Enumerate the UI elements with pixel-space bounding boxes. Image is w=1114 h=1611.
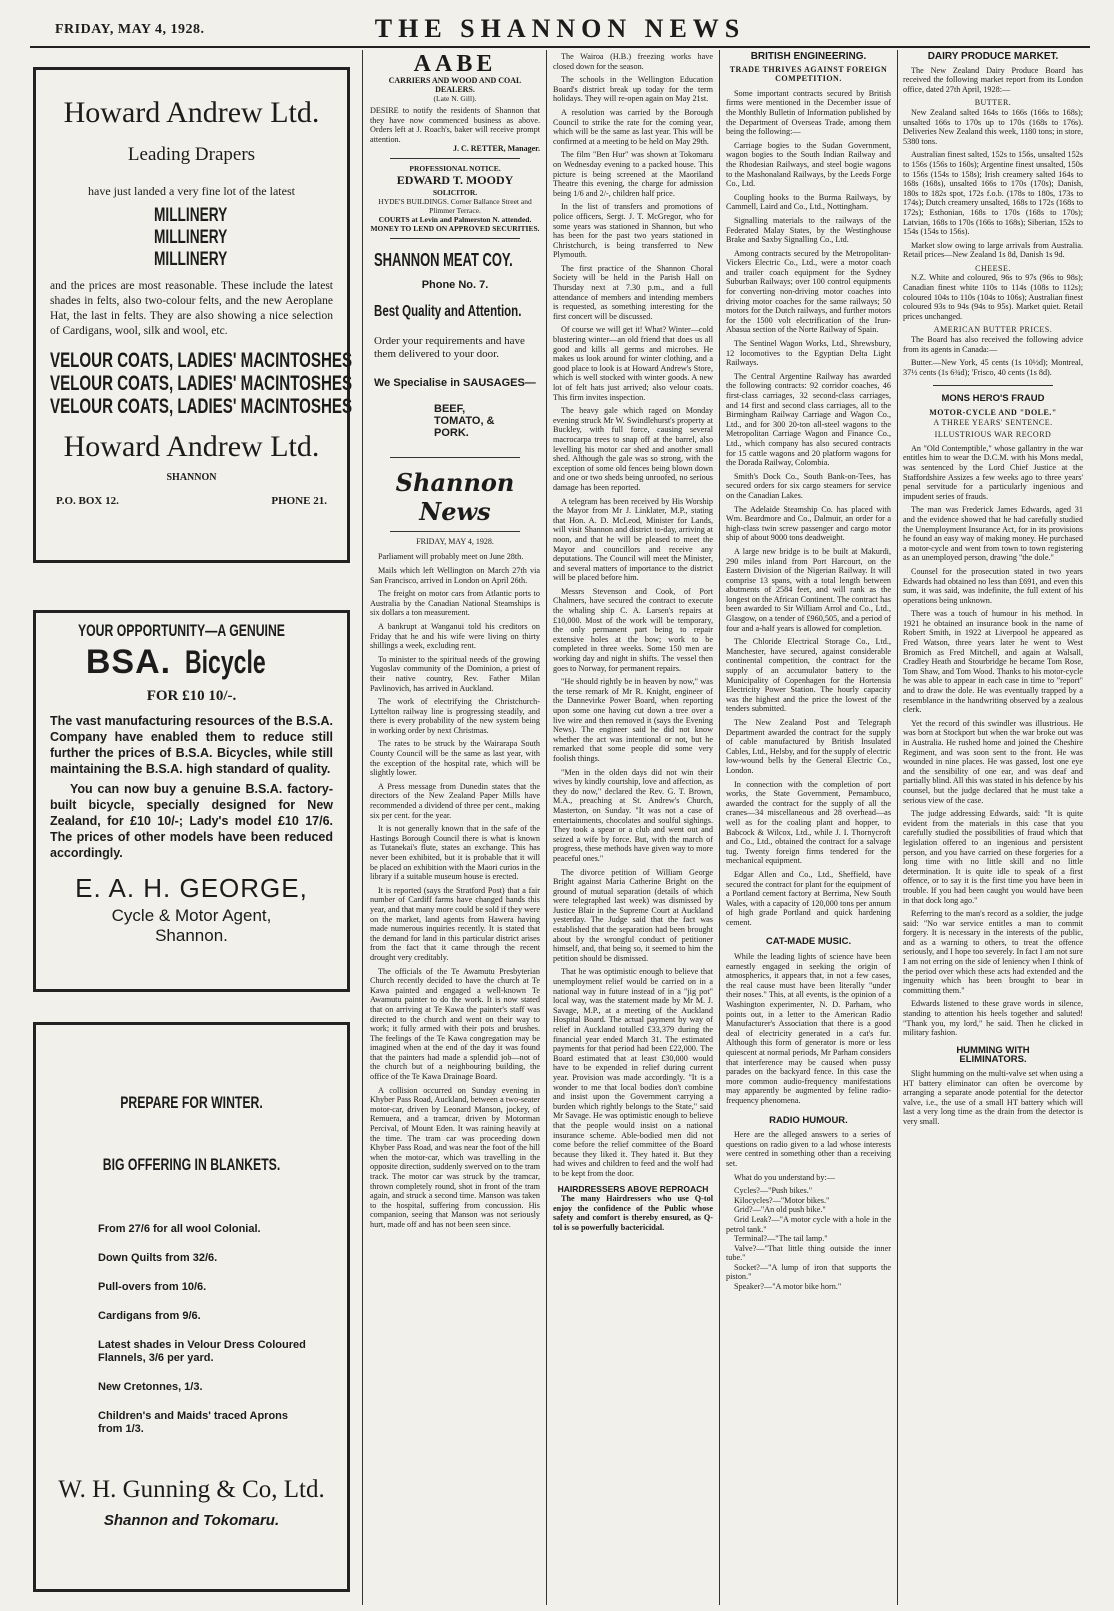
nameplate: Shannon News (395, 468, 515, 527)
news-item: Australian finest salted, 152s to 156s, unsalted 152s to 156s (156s to 160s); Argentine finest unsalted, 150s to 156s (154s to 158s); Irish creamery salted 164s to 168s (168s), unsalted 166s to 170s (170s); Danish, 180s to 182s spot, 172s f.o.b. (178s to 180s, 173s to 174s); Dutch creamery unsalted, 168s to 172s (168s to 172s); Esthonian, 168s to 170s (168s to 170s); Latvian, 168s to 170s (166s to 168s); Siberian, 152s to 154s (154s to 156s). (903, 150, 1083, 237)
engineering-subhead: TRADE THRIVES AGAINST FOREIGN COMPETITION. (729, 64, 888, 84)
cretonne-item: New Cretonnes, 1/3. (98, 1381, 203, 1393)
ad-gunning-towns: Shannon and Tokomaru. (103, 1512, 280, 1529)
column-2-news (370, 552, 540, 1233)
fraud-subhead-2: A THREE YEARS' SENTENCE. (933, 417, 1053, 427)
column-3 (553, 52, 713, 1607)
radio-line: Terminal?—"The tail lamp." (734, 1234, 828, 1244)
news-item: The first practice of the Shannon Choral Society will be held in the Parish Hall on Thursday next at 7.30 p.m., and a full attendance of members and intending members is requested, as something interesting for the first concert will be discussed. (553, 263, 713, 321)
news-item: Counsel for the prosecution stated in two years Edwards had obtained no less than £691, and even this sum, it was said, was indefinite, the full extent of his operations being unknown. (903, 566, 1083, 605)
hairdressers-head: HAIRDRESSERS ABOVE REPROACH (557, 1183, 709, 1194)
coats-line: VELOUR COATS, LADIES' MACINTOSHES (50, 372, 353, 395)
news-item: The film "Ben Hur" was shown at Tokomaru on Wednesday evening to a packed house. This picture is being screened at the Maoriland Theatre this evening, the charge for admission being 1/6 and 2/-, children half price. (553, 150, 713, 198)
fraud-head: MONS HERO'S FRAUD (941, 393, 1045, 405)
news-item: In connection with the completion of port works, the State Government, Pernambuco, awarded the contract for the supply of all the cranes—34 miscellaneous and 28 overhead—as well as for the coaling plant and hopper, to Babcock & Wilcox, Ltd., while J. I. Thornycroft and Co., Ltd., obtained the contract for a salvage tug. Twenty foreign firms tendered for the mechanical equipment. (726, 779, 891, 866)
radio-line: Cycles?—"Push bikes." (734, 1186, 813, 1196)
radio-line: Grid?—"An old push bike." (734, 1205, 826, 1215)
ad-howard-coats (50, 349, 353, 418)
divider (390, 158, 520, 159)
moody-name: EDWARD T. MOODY (396, 173, 514, 188)
news-item: Market slow owing to large arrivals from Australia. Retail prices—New Zealand 1s 8d, Danish 1s 9d. (903, 240, 1083, 260)
news-item: Edwards listened to these grave words in silence, standing to attention his heels together and saluted! "Thank you, my lord," he said. Then he clicked in military fashion. (903, 999, 1083, 1038)
column-2 (370, 52, 540, 1607)
news-item: While the leading lights of science have been earnestly engaged in seeking the origin of atmospherics, it appears that, in not a few cases, the real cause must have been literally "under their noses." This, at all events, is the opinion of a Washington experimenter, N. D. Parham, who points out, in a letter to the American Radio Manufacturer's Association that there is a good deal of electricity generated in a cat's fur. Although this form of generator is more or less quiescent at normal periods, Mr Parham considers that interference may be caused when pussy parades on the backyard fence. In this case the more common audio-frequency manifestations may apparently be augmented by feline radio-frequency phenomena. (726, 952, 891, 1105)
divider (933, 385, 1053, 386)
ad-bsa-title (50, 643, 333, 682)
radio-line: Speaker?—"A motor bike horn." (734, 1282, 842, 1292)
news-item: A large new bridge is to be built at Makurdi, 290 miles inland from Port Harcourt, on the Eastern Division of the Nigerian Railway. It will comprise 13 spans, with a total length between abutments of 2584 feet, and will rank as the longest on the African Continent. The contract has been awarded to Sir William Arrol and Co., Ltd., Glasgow, on a tender of £960,505, and a period of four and a-half years is allowed for completion. (726, 546, 891, 633)
news-item: Yet the record of this swindler was illustrious. He was born at Stockport but when the war broke out was in Australia. He rushed home and joined the Cheshire Regiment, and was soon sent to the front. He was wounded in nine places. He was gassed, lost one eye and the sensibility of one ear, and was deaf and partially blind. All this was stated in his defence by his counsel, but the judge declared that he must take a serious view of the case. (903, 718, 1083, 805)
news-item: The schools in the Wellington Education Board's district break up today for the term holidays. They will re-open again on May 21st. (553, 75, 713, 104)
news-item: The New Zealand Post and Telegraph Department awarded the contract for the supply of cable manufactured by British Insulated Cables, Ltd., Helsby, and for the supply of electric low-wound bells by the General Electric Co., London. (726, 718, 891, 775)
ad-bsa-brand: BSA. (85, 643, 172, 681)
fraud-subhead-1: MOTOR-CYCLE AND "DOLE." (929, 408, 1057, 417)
news-item: An "Old Contemptible," whose gallantry in the war entitles him to wear the D.C.M. with his Mons medal, was sentenced by the Lord Chief Justice at the Staffordshire Assizes a few weeks ago to three years' penal servitude for a particularly ingenious and impudent series of frauds. (903, 443, 1083, 501)
moody-courts: COURTS at Levin and Palmerston N. attended. (378, 215, 532, 225)
news-item: What do you understand by:— (734, 1172, 835, 1182)
moody-notice: PROFESSIONAL NOTICE. (409, 164, 501, 174)
radio-humour-head: RADIO HUMOUR. (769, 1114, 848, 1126)
news-item: That he was optimistic enough to believe that unemployment relief would be carried on in a national way in future instead of in a "jig pot" local way, was the statement made by Mr M. J. Savage, M.P., at a meeting of the Auckland Hospital Board. The actual payment by way of relief in Auckland totalled £33,379 during the financial year ended March 31. The estimated payments for that period had been £22,000. The Board estimated that at least £30,000 would have to be expended in relief during current year. Provision was made accordingly. "It is a wonder to me that local bodies don't combine and insist upon the Government carrying a burden which rightly belongs to the State," said Mr Savage. He was optimistic enough to believe that the people would insist on a national insurance scheme. Able-bodied men did not come before the relief committee of the Board because they liked it. They hated it. But they had wives and children to feed and the wolf had to be kept from the door. (553, 967, 713, 1178)
news-item: The Central Argentine Railway has awarded the following contracts: 92 corridor coaches, 46 first-class carriages, 32 second-class carriages, and 14 first and second class carriages, all to the Birmingham Railway Carriage and Wagon Co., Ltd., and for 300 20-ton all-steel wagons to the Metropolitan Carriage Wagon and Finance Co., Ltd., which company has also secured contracts for 15 cattle wagons and 20 platform wagons for the Dorada Railway, Colombia. (726, 371, 891, 468)
ad-aabe (370, 52, 540, 153)
news-item: The Wairoa (H.B.) freezing works have closed down for the season. (553, 52, 713, 71)
ad-howard-contact (50, 495, 333, 507)
news-item: The Adelaide Steamship Co. has placed with Wm. Beardmore and Co., Dalmuir, an order for a high-class twin screw passenger and cargo motor ship of about 9000 tons deadweight. (726, 504, 891, 543)
news-item: The work of electrifying the Christchurch-Lyttelton railway line is progressing steadily, and there is every probability of the new system being in working order by next Christmas. (370, 697, 540, 735)
aabe-late: (Late N. Gill). (433, 94, 477, 103)
news-item: Of course we will get it! What? Winter—cold blustering winter—an old friend that does us all good and kills all germs and microbes. He makes us look around for winter clothing, and a good place to look is at Howard Andrew's Store, which is well stocked with winter goods. A new lot of felt hats just arrived; also velour coats. This firm invites inspection. (553, 325, 713, 402)
ad-howard-millinery (154, 205, 333, 271)
news-item: In the list of transfers and promotions of police officers, Sergt. J. T. McGregor, who for some years was stationed in Shannon, but who has been for the past two years stationed in Christchurch, is being transferred to New Plymouth. (553, 202, 713, 260)
news-item: A resolution was carried by the Borough Council to strike the rate for the coming year, which will be the same as last year. This will be confirmed at a meeting to be held on May 29th. (553, 107, 713, 146)
ad-howard-name: Howard Andrew Ltd. (63, 96, 320, 129)
millinery-line: MILLINERY (154, 205, 228, 226)
news-item: Mails which left Wellington on March 27th via San Francisco, arrived in London on April 26th. (370, 565, 540, 585)
ad-gunning-list (98, 1223, 315, 1436)
news-item: New Zealand salted 164s to 166s (166s to 168s); unsalted 166s to 170s up to 170s (168s to 176s). Deliveries New Zealand this week, 1180 tons; in store, 5380 tons. (903, 107, 1083, 146)
column-rule (719, 50, 720, 1605)
quilt-item: Down Quilts from 32/6. (98, 1252, 218, 1264)
coats-line: VELOUR COATS, LADIES' MACINTOSHES (50, 395, 353, 418)
news-item: The divorce petition of William George Bright against Maria Catherine Bright on the ground of mutual separation (details of which were telegraphed last week) was dismissed by Justice Blair in the Supreme Court at Auckland yesterday. The Judge said that the fact was established that the separation had been brought about by the wrongful conduct of petitioner himself, and, that being so, it seemed to him the petition should be dismissed. (553, 867, 713, 963)
radio-line: Grid Leak?—"A motor cycle with a hole in the petrol tank." (726, 1214, 891, 1234)
news-item: The heavy gale which raged on Monday evening struck Mr W. Swindlehurst's property at Buckley, with full force, causing several macrocarpa trees to snap off at the barrel, also levelling his motor car shed and another small shed. Although the gale was so strong, with the exception of some old fences being blown down and one or two sheds being unroofed, no serious damage has been reported. (553, 406, 713, 492)
ad-bsa-dealer: E. A. H. GEORGE, (75, 873, 308, 903)
ad-bsa-body2: You can now buy a genuine B.S.A. factory-built bicycle, specially designed for New Zealand, for £10 10/-; Lady's model £10 17/6. The prices of other models have been reduced accordingly. (50, 782, 333, 860)
news-item: "He should rightly be in heaven by now," was the terse remark of Mr R. Knight, engineer of the Dannevirke Power Board, when reporting upon some one having cut down a tree over a live wire and then removed it (says the Evening News). The engineer said he did not know whether the act was intentional or not, but he remarked that some people did some very foolish things. (553, 677, 713, 763)
column-rule (897, 50, 898, 1605)
dairy-subhead: AMERICAN BUTTER PRICES. (933, 325, 1053, 335)
millinery-line: MILLINERY (154, 249, 228, 270)
meat-special: We Specialise in SAUSAGES— (374, 377, 536, 390)
millinery-line: MILLINERY (154, 227, 228, 248)
news-item: Butter.—New York, 45 cents (1s 10½d); Montreal, 37½ cents (1s 6¾d); 'Frisco, 40 cents (1s 8d). (903, 358, 1083, 377)
hairdressers-ad: The many Hairdressers who use Q-tol enjoy the confidence of the Public whose safety and comfort is thereby ensured, as Q-tol is so powerfully bactericidal. (553, 1194, 713, 1232)
ad-howard-name-2: Howard Andrew Ltd. (63, 430, 320, 463)
news-item: Carriage bogies to the Sudan Government, wagon bogies to the South Indian Railway and the Rhodesian Railways, and steel bogie wagons to the Mashonaland Railways, by the Leeds Forge Co., Ltd. (726, 140, 891, 189)
dairy-subhead: CHEESE. (975, 263, 1011, 273)
news-item: The Chloride Electrical Storage Co., Ltd., Manchester, have secured, against considerable continental competition, the contract for the supply of an accumulator battery to the Municipality of Copenhagen for the Hortensia Electricity Power Station. The hourly capacity was the highest and the price the lowest of the tenders submitted. (726, 637, 891, 714)
masthead-date: FRIDAY, MAY 4, 1928. (55, 22, 205, 37)
moody-money: MONEY TO LEND ON APPROVED SECURITIES. (370, 224, 540, 234)
ad-bsa-body1: The vast manufacturing resources of the B.S.A. Company have enabled them to reduce still further the prices of B.S.A. Bicycles, while still maintaining the B.S.A. high standard of quality. (50, 714, 333, 776)
ad-gunning-title: PREPARE FOR WINTER. (120, 1093, 263, 1112)
news-item: The judge addressing Edwards, said: "It is quite evident from the materials in this case that you carefully studied the possibilities of fraud which that legislation offered to an ingenious and persistent person, and you have carried on these forgeries for a long time with no little skill and no little determination. It is quite idle to speak of a first offence, or to say it is the first time you have been in trouble. If you had been caught you would have been in that dock long ago." (903, 809, 1083, 905)
news-item: The New Zealand Dairy Produce Board has received the following market report from its London office, dated 27th April, 1928:— (903, 65, 1083, 94)
news-item: The Sentinel Wagon Works, Ltd., Shrewsbury, 12 locomotives to the Egyptian Delta Light Railways. (726, 339, 891, 368)
meat-body: Order your requirements and have them delivered to your door. (374, 335, 525, 361)
ad-howard-body: and the prices are most reasonable. These include the latest shades in felts, also two-colour felts, and the new Aeroplane Hat, the last in felts. They are also showing a nice selection of Cardigans, wool, silk and wool, etc. (50, 280, 333, 337)
news-item: A collision occurred on Sunday evening in Khyber Pass Road, Auckland, between a two-seater motor-car, driven by Leonard Manson, jockey, of Remuera, and a tramcar, driven by Motorman Percival, of Mount Eden. It was raining heavily at the time. The tram car was proceeding down Khyber Pass Road, and was near the foot of the hill when the motor-car, which was travelling in the opposite direction, suddenly swerved on to the tram track. The motor car was struck by the tramcar, thrown completely round, shot in front of the tram again, and struck a second time. Manson was taken to the hospital, suffering from concussion. His companion, seeing that Manson was not seriously hurt, made off and has not been seen since. (370, 1085, 540, 1229)
ad-moody (370, 164, 540, 233)
column-rule (546, 50, 547, 1605)
news-item: A Press message from Dunedin states that the directors of the New Zealand Paper Mills have recommended a dividend of three per cent., making six per cent. for the year. (370, 781, 540, 820)
news-item: N.Z. White and coloured, 96s to 97s (96s to 98s); Canadian finest white 110s to 114s (108s to 112s); coloured 104s to 110s (104s to 106s); Australian finest coloured 93s to 94s (94s to 95s). Market quiet. Retail prices unchanged. (903, 273, 1083, 321)
divider (390, 457, 520, 458)
flannel-item: Latest shades in Velour Dress Coloured Flannels, 3/6 per yard. (98, 1339, 306, 1364)
ad-bsa (33, 610, 350, 992)
ad-meat (370, 244, 540, 445)
blanket-item: From 27/6 for all wool Colonial. (98, 1223, 261, 1235)
aabe-body: DESIRE to notify the residents of Shannon that they have now commenced business as above. Orders left at J. Roach's, baker will receive prompt attention. (370, 106, 540, 144)
news-item: The man was Frederick James Edwards, aged 31 and the evidence showed that he had carefully studied the Unemployment Insurance Act, for in its provisions he found an easy way of making money. He purchased a motor-cycle and went from town to town registering as an unemployed person, drawing "the dole." (903, 505, 1083, 563)
news-item: There was a touch of humour in his method. In 1921 he obtained an insurance book in the name of Robert Smith, in 1922 at Liverpool he appeared as Fred Watson, three years later he went to West Bromich as Fred Mitchell, and again at Walsall, Cradley Heath and Stourbridge he became Tom Rose, Tom Shaw, and Tom Wood. Thanks to his motor-cycle he was able to appear in each case in time to "report" and to draw the dole. He was eventually trapped by a resemblance in the handwriting observed by a zealous clerk. (903, 609, 1083, 715)
aabe-name: AABE (413, 52, 497, 77)
cardigan-item: Cardigans from 9/6. (98, 1310, 201, 1322)
news-item: Slight humming on the multi-valve set when using a HT battery eliminator can often be overcome by arranging a separate anode potential for the detector valve, i.e., the use of a small HT battery which will last a very long time as the drain from the detector is very small. (903, 1069, 1083, 1126)
news-item: To minister to the spiritual needs of the growing Yugoslav community of the Dominion, a priest of their native country, Rev. Father Milan Pavlinovich, has arrived in Auckland. (370, 654, 540, 693)
news-item: Signalling materials to the railways of the Federated Malay States, by the Westinghouse Brake and Saxby Signalling Co., Ltd. (726, 215, 891, 245)
news-item: The rates to be struck by the Wairarapa South County Council will be the same as last year, with the exception of the hospital rate, which will be slightly lower. (370, 739, 540, 778)
fraud-subhead-3: ILLUSTRIOUS WAR RECORD (934, 430, 1052, 440)
masthead-title: THE SHANNON NEWS (374, 14, 746, 43)
news-item: A telegram has been received by His Worship the Mayor from Mr J. Linklater, M.P., stating that Hon. A. D. McLeod, Minister for Lands, will visit Shannon and district to-day, arriving at noon, and that he will be pleased to meet the Mayor and councillors and receive any deputations. The Council will meet the Minister, and several matters of importance to the district will be placed before him. (553, 496, 713, 583)
news-item: Here are the alleged answers to a series of questions on radio given to a lad whose interests were centred in something other than a receiving set. (726, 1130, 891, 1168)
meat-slogan: Best Quality and Attention. (374, 303, 522, 321)
radio-line: Kilocycles?—"Motor bikes." (734, 1195, 830, 1205)
ad-howard-phone: PHONE 21. (271, 495, 327, 507)
news-item: The freight on motor cars from Atlantic ports to Australia by the Canadian National Steamships is six dollars a ton measurement. (370, 589, 540, 618)
meat-phone: Phone No. 7. (421, 279, 489, 292)
radio-line: Valve?—"That little thing outside the inner tube." (726, 1243, 891, 1263)
masthead-rule (30, 46, 1090, 48)
news-item: Referring to the man's record as a soldier, the judge said: "No war service entitles a man to commit forgery. It is necessary in the interests of the public, and as a warning to others, to treat the offence seriously, and I hope too severely. In fact I am not sure I am not erring on the side of leniency when I think of the period over which these acts had extended and the ingenuity which has been brought to bear in committing them." (903, 909, 1083, 995)
news-item: Parliament will probably meet on June 28th. (378, 552, 524, 562)
ad-bsa-headline: YOUR OPPORTUNITY—A GENUINE (78, 621, 285, 640)
dairy-subhead: BUTTER. (974, 98, 1012, 108)
engineering-head: BRITISH ENGINEERING. (750, 52, 867, 62)
nameplate-date: FRIDAY, MAY 4, 1928. (416, 537, 494, 547)
ad-howard-town: SHANNON (166, 472, 217, 483)
dairy-head: DAIRY PRODUCE MARKET. (927, 52, 1059, 62)
ad-howard-box: P.O. BOX 12. (56, 495, 119, 507)
ad-gunning (33, 1022, 350, 1592)
ad-howard-intro: have just landed a very fine lot of the latest (88, 184, 295, 198)
news-item: A bankrupt at Wanganui told his creditors on Friday that he and his wife were living on thirty shillings a week, excluding rent. (370, 621, 540, 651)
radio-line: Socket?—"A lump of iron that supports the piston." (726, 1262, 891, 1282)
apron-item: Children's and Maids' traced Aprons from 1/3. (98, 1410, 289, 1435)
moody-address: HYDE'S BUILDINGS. Corner Ballance Street and Plimmer Terrace. (378, 197, 532, 216)
ad-bsa-role: Cycle & Motor Agent, (111, 906, 272, 925)
news-item: It is not generally known that in the safe of the Hastings Borough Council there is what is known as Tutanekai's flute, states an exchange. This has never been exhibited, but it is probable that it will be placed on exhibition with the Maori curios in the library if a suitable museum house is erected. (370, 824, 540, 882)
news-item: Some important contracts secured by British firms were mentioned in the December issue of the Monthly Bulletin of Information published by the Department of Overseas Trade, among them being the following:— (726, 88, 891, 137)
column-rule (362, 50, 363, 1605)
divider (390, 531, 520, 532)
meat-name: SHANNON MEAT COY. (374, 250, 513, 271)
meat-items: BEEF, TOMATO, & PORK. (434, 403, 495, 440)
pullover-item: Pull-overs from 10/6. (98, 1281, 207, 1293)
news-item: The Board has also received the following advice from its agents in Canada:— (903, 335, 1083, 354)
humming-head: HUMMING WITH ELIMINATORS. (956, 1044, 1030, 1066)
news-item: Smith's Dock Co., South Bank-on-Tees, has secured orders for six cargo steamers for service on the Canadian Lakes. (726, 471, 891, 500)
news-item: Among contracts secured by the Metropolitan-Vickers Electric Co., Ltd., were a motor coach and trailer coach equipment for the Sydney Suburban Railways; over 100 control equipments for converting non-driving motor coaches into driving motor coaches for the same railways; 50 motors for the Dutch railways, and further motors for the 1500 volt electrification of the Irun-Abasua section of the Norte Railway of Spain. (726, 248, 891, 335)
ad-bsa-price: FOR £10 10/-. (146, 688, 237, 704)
column-4 (726, 52, 891, 1607)
ad-gunning-subtitle: BIG OFFERING IN BLANKETS. (102, 1155, 281, 1174)
news-item: It is reported (says the Stratford Post) that a fair number of Cardiff farms have changed hands this year, and that many more could be sold if they were on the market, land agents from Hawera having made numerous inquiries recently. It is stated that the demand for land in this particular district arises from the fact that it came through the recent drought very creditably. (370, 885, 540, 962)
news-item: "Men in the olden days did not win their wives by kindly courtship, love and affection, as they do now," declared the Rev. G. T. Brown, M.A., preaching at St. Andrew's Church, Masterton, on Sunday. "It was not a case of entertainments, chocolates and soulful sighings. They took a spear or a club and went out and seized a wife by force. But, with the march of progress, these methods have given way to more peaceful ones." (553, 767, 713, 863)
news-item: Edgar Allen and Co., Ltd., Sheffield, have secured the contract for plant for the equipment of a Portland cement factory at Berrima, New South Wales, with a capacity of 120,000 tons per annum of high grade Portland and quick hardening cement. (726, 869, 891, 927)
ad-bsa-product: Bicycle (185, 644, 266, 680)
ad-howard-andrew (33, 67, 353, 563)
ad-gunning-name: W. H. Gunning & Co, Ltd. (58, 1476, 325, 1503)
news-item: Messrs Stevenson and Cook, of Port Chalmers, have secured the contract to execute the whaling ship C. A. Larsen's repairs at £10,000. Most of the work will be temporary, the only permanent part being to repair extensive holes at the bow; work to be completed in three weeks. Some 150 men are working day and night in shifts. The vessel then goes to Norway, for permanent repairs. (553, 586, 713, 673)
ad-howard-tagline: Leading Drapers (127, 144, 256, 165)
catmade-head: CAT-MADE MUSIC. (765, 936, 852, 948)
aabe-sign: J. C. RETTER, Manager. (452, 144, 540, 154)
news-item: Coupling hooks to the Burma Railways, by Cammell, Laird and Co., Ltd., Nottingham. (726, 192, 891, 212)
coats-line: VELOUR COATS, LADIES' MACINTOSHES (50, 349, 353, 372)
divider (390, 238, 520, 239)
ad-bsa-town: Shannon. (155, 926, 228, 945)
news-item: The officials of the Te Awamutu Presbyterian Church recently decided to have the church at Te Kawa painted and engaged a well-known Te Awamutu painter to do the work. It is now stated that on arriving at Te Kawa the painter's staff was directed to the church and went on their way to work; it fully armed with their pots and brushes. The feelings of the Te Kawa congregation may be imagined when at the end of the day it was found that the painters had made a splendid job—not of the church but of a neighbouring building, the office of the Te Kawa Drainage Board. (370, 966, 540, 1082)
column-5 (903, 52, 1083, 1607)
moody-role: SOLICITOR. (432, 188, 478, 198)
aabe-trade: CARRIERS AND WOOD AND COAL DEALERS. (388, 76, 522, 94)
